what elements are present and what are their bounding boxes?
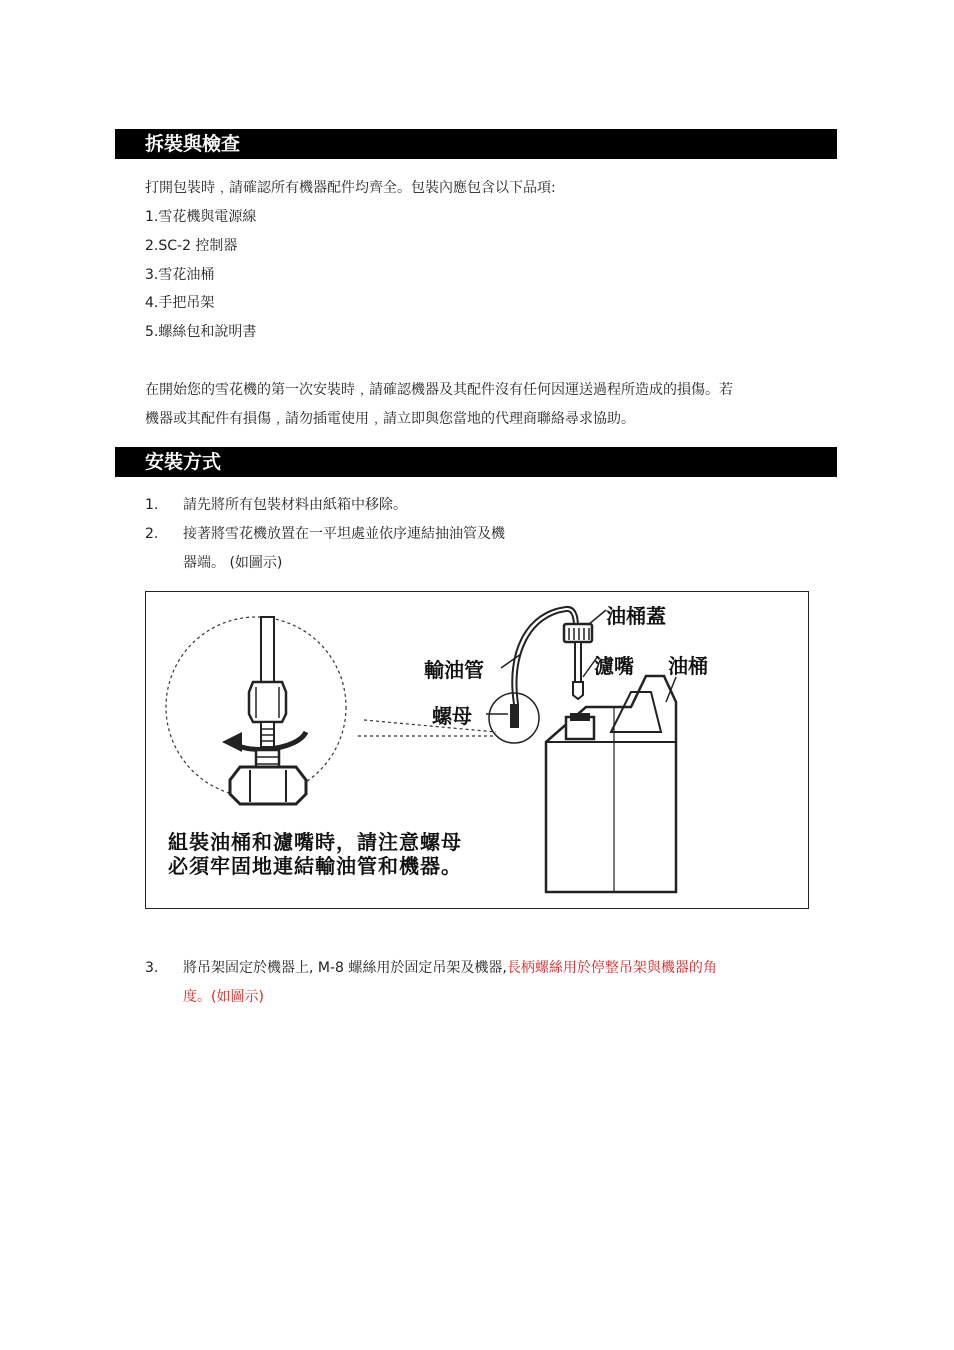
label-filter: 濾嘴 <box>594 654 634 678</box>
step-number: 3. <box>145 960 159 976</box>
section-title: 安裝方式 <box>145 451 222 473</box>
section-header-install <box>115 447 837 477</box>
caption-line: 組裝油桶和濾嘴時，請注意螺母 <box>168 830 462 854</box>
damage-note-line2: 機器或其配件有損傷﹐請勿插電使用﹐請立即與您當地的代理商聯絡尋求協助。 <box>145 411 635 427</box>
step-text: 器端。 (如圖示) <box>183 555 283 571</box>
assembly-diagram <box>145 591 809 909</box>
list-item: 5.螺絲包和說明書 <box>145 324 257 340</box>
label-oil-tank: 油桶 <box>668 654 708 678</box>
step3-black-text: 將吊架固定於機器上, M-8 螺絲用於固定吊架及機器, <box>183 960 507 976</box>
label-oil-hose: 輸油管 <box>424 658 484 682</box>
list-item: 2.SC-2 控制器 <box>145 238 238 254</box>
section-title: 拆裝與檢查 <box>145 133 241 155</box>
step3-red-text: 長柄螺絲用於停整吊架與機器的角 <box>506 960 717 976</box>
step-text: 請先將所有包裝材料由紙箱中移除。 <box>183 497 407 513</box>
step3-red-text: 度。(如圖示) <box>183 989 264 1005</box>
step-number: 2. <box>145 526 159 542</box>
damage-note-line1: 在開始您的雪花機的第一次安裝時﹐請確認機器及其配件沒有任何因運送過程所造成的損傷。若 <box>145 382 733 398</box>
step-text: 接著將雪花機放置在一平坦處並依序連結抽油管及機 <box>183 526 505 542</box>
step-text <box>183 958 717 978</box>
step-number: 1. <box>145 497 159 513</box>
label-nut: 螺母 <box>432 704 472 728</box>
section-header-unpack <box>115 129 837 159</box>
list-item: 4.手把吊架 <box>145 295 215 311</box>
intro-text: 打開包裝時﹐請確認所有機器配件均齊全。包裝內應包含以下品項: <box>145 180 556 196</box>
list-item: 3.雪花油桶 <box>145 267 215 283</box>
caption-line: 必須牢固地連結輸油管和機器。 <box>168 854 462 878</box>
list-item: 1.雪花機與電源線 <box>145 209 257 225</box>
diagram-caption <box>168 830 462 878</box>
label-tank-cap: 油桶蓋 <box>606 604 666 628</box>
